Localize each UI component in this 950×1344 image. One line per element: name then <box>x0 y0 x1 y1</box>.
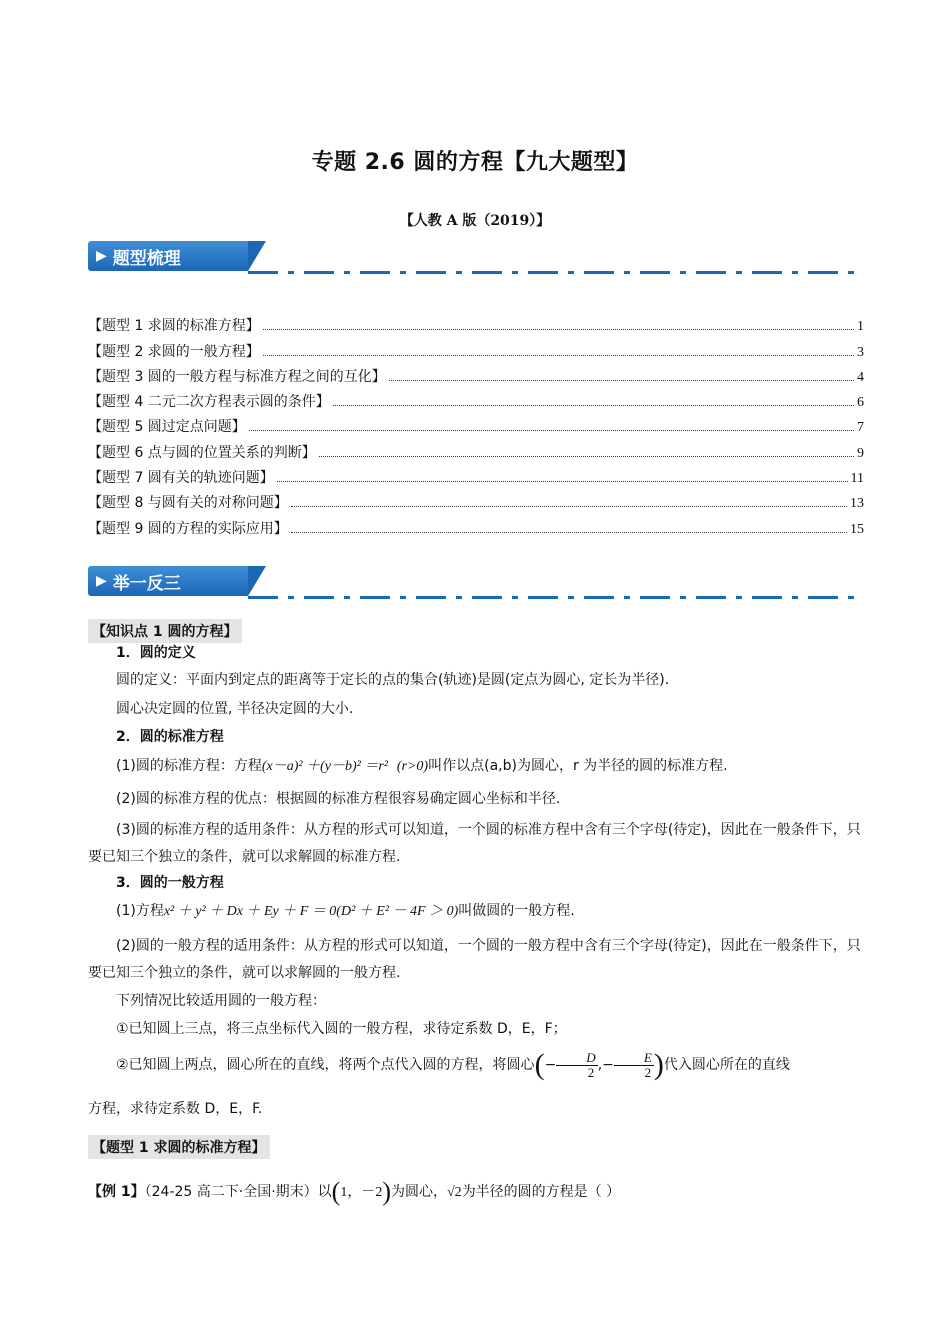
paragraph: 下列情况比较适用圆的一般方程： <box>116 993 326 1009</box>
play-arrow-icon: ▶ <box>96 573 107 589</box>
toc-entry-label: 【题型 4 二元二次方程表示圆的条件】 <box>88 394 330 411</box>
radius-value: √2 <box>447 1185 462 1200</box>
example-source: （24-25 高二下·全国·期末）以 <box>144 1184 332 1200</box>
paren-right: ) <box>382 1177 391 1206</box>
paragraph: ①已知圆上三点，将三点坐标代入圆的一般方程，求待定系数 D，E，F； <box>116 1021 567 1037</box>
toc-entry-page: 13 <box>850 496 864 512</box>
dash-dot-divider <box>248 271 864 274</box>
dash-dot-divider <box>248 596 864 599</box>
table-of-contents <box>88 310 864 538</box>
paragraph-center-substitution: ②已知圆上两点，圆心所在的直线，将两个点代入圆的方程，将圆心(− $\frac{D}{2}$ ,− $\frac{E}{2}$ )代入圆心所在的直线 <box>116 1048 790 1081</box>
page-title: 专题 2.6 圆的方程【九大题型】 <box>311 150 639 175</box>
condition: (r>0) <box>396 759 429 774</box>
practice-banner <box>88 566 864 602</box>
toc-banner <box>88 241 864 277</box>
fraction <box>556 1051 597 1080</box>
play-arrow-icon: ▶ <box>96 248 107 264</box>
toc-leader <box>249 430 854 431</box>
example-label: 【例 1】 <box>88 1184 145 1200</box>
toc-entry-label: 【题型 7 圆有关的轨迹问题】 <box>88 470 274 487</box>
toc-entry-page: 3 <box>857 344 864 360</box>
toc-entry[interactable] <box>88 310 864 335</box>
toc-leader <box>291 532 847 533</box>
question-type-tag: 【题型 1 求圆的标准方程】 <box>88 1135 270 1159</box>
toc-entry-page: 6 <box>857 395 864 411</box>
knowledge-point-tag: 【知识点 1 圆的方程】 <box>88 619 242 643</box>
text-span: 为圆心， <box>391 1184 447 1200</box>
text-span: (1)圆的标准方程：方程 <box>116 758 262 774</box>
paragraph-general-equation <box>88 901 864 922</box>
example-1 <box>88 1176 864 1209</box>
practice-banner-tab <box>88 566 248 596</box>
fraction-numerator: D <box>556 1051 597 1066</box>
practice-banner-label: 举一反三 <box>112 573 181 594</box>
equation: x² ＋ y² ＋ Dx ＋ Ey ＋ F ＝ 0(D² ＋ E² － 4F ＞ 0) <box>163 904 459 919</box>
fraction-numerator: E <box>614 1051 654 1066</box>
toc-entry[interactable] <box>88 361 864 386</box>
section-heading: 2．圆的标准方程 <box>116 729 224 745</box>
toc-banner-label: 题型梳理 <box>112 248 181 269</box>
toc-banner-tab <box>88 241 248 271</box>
paragraph: 方程，求待定系数 D，E，F. <box>88 1101 263 1117</box>
paragraph-standard-equation <box>88 756 864 777</box>
fraction-denominator: 2 <box>587 1064 595 1080</box>
center-point: 1，－2 <box>340 1185 383 1200</box>
toc-entry-label: 【题型 9 圆的方程的实际应用】 <box>88 520 288 537</box>
toc-entry-label: 【题型 8 与圆有关的对称问题】 <box>88 495 288 512</box>
toc-leader <box>277 481 848 482</box>
toc-entry-page: 9 <box>857 445 864 461</box>
toc-leader <box>389 380 854 381</box>
toc-entry-label: 【题型 2 求圆的一般方程】 <box>88 343 260 360</box>
toc-entry[interactable] <box>88 436 864 461</box>
paragraph: (2)圆的一般方程的适用条件：从方程的形式可以知道，一个圆的一般方程中含有三个字母(待定)，因此在一般条件下，只要已知三个独立的条件，就可以求解圆的一般方程. <box>88 938 861 981</box>
paragraph: 圆的定义：平面内到定点的距离等于定长的点的集合(轨迹)是圆(定点为圆心, 定长为半径). <box>116 672 670 688</box>
toc-leader <box>263 355 854 356</box>
toc-leader <box>291 506 847 507</box>
toc-entry-label: 【题型 6 点与圆的位置关系的判断】 <box>88 444 316 461</box>
toc-entry-page: 11 <box>850 471 864 487</box>
section-heading: 3．圆的一般方程 <box>116 875 224 891</box>
toc-leader <box>333 405 854 406</box>
paragraph: (2)圆的标准方程的优点：根据圆的标准方程很容易确定圆心坐标和半径. <box>116 791 561 807</box>
text-span: 叫做圆的一般方程. <box>458 903 575 919</box>
toc-entry-page: 15 <box>850 521 864 537</box>
page-subtitle: 【人教 A 版（2019）】 <box>399 213 551 229</box>
toc-entry[interactable] <box>88 386 864 411</box>
toc-entry-page: 7 <box>857 420 864 436</box>
section-heading: 1．圆的定义 <box>116 645 196 661</box>
toc-entry-page: 4 <box>857 369 864 385</box>
toc-entry[interactable] <box>88 462 864 487</box>
toc-entry-label: 【题型 5 圆过定点问题】 <box>88 419 246 436</box>
paren-right: ) <box>653 1048 664 1081</box>
toc-entry[interactable] <box>88 512 864 537</box>
paren-left: ( <box>534 1048 545 1081</box>
toc-entry-label: 【题型 3 圆的一般方程与标准方程之间的互化】 <box>88 368 386 385</box>
paragraph: (3)圆的标准方程的适用条件：从方程的形式可以知道，一个圆的标准方程中含有三个字母(待定)，因此在一般条件下，只要已知三个独立的条件，就可以求解圆的标准方程. <box>88 822 861 865</box>
paren-left: ( <box>331 1177 341 1206</box>
equation: (x－a)² ＋(y－b)² ＝r² <box>261 759 388 774</box>
toc-entry[interactable] <box>88 487 864 512</box>
text-span: 为半径的圆的方程是（ ） <box>461 1184 621 1200</box>
toc-entry-page: 1 <box>857 319 864 335</box>
fraction <box>614 1051 654 1080</box>
toc-entry-label: 【题型 1 求圆的标准方程】 <box>88 318 260 335</box>
text-span: 叫作以点(a,b)为圆心，r 为半径的圆的标准方程. <box>428 758 728 774</box>
toc-entry[interactable] <box>88 335 864 360</box>
toc-leader <box>319 456 854 457</box>
text-span: (1)方程 <box>116 903 164 919</box>
text-span: 代入圆心所在的直线 <box>663 1057 790 1073</box>
fraction-denominator: 2 <box>644 1064 652 1080</box>
text-span: ②已知圆上两点，圆心所在的直线，将两个点代入圆的方程，将圆心 <box>116 1057 535 1073</box>
toc-leader <box>263 329 854 330</box>
paragraph: 圆心决定圆的位置, 半径决定圆的大小. <box>116 701 354 717</box>
toc-entry[interactable] <box>88 411 864 436</box>
